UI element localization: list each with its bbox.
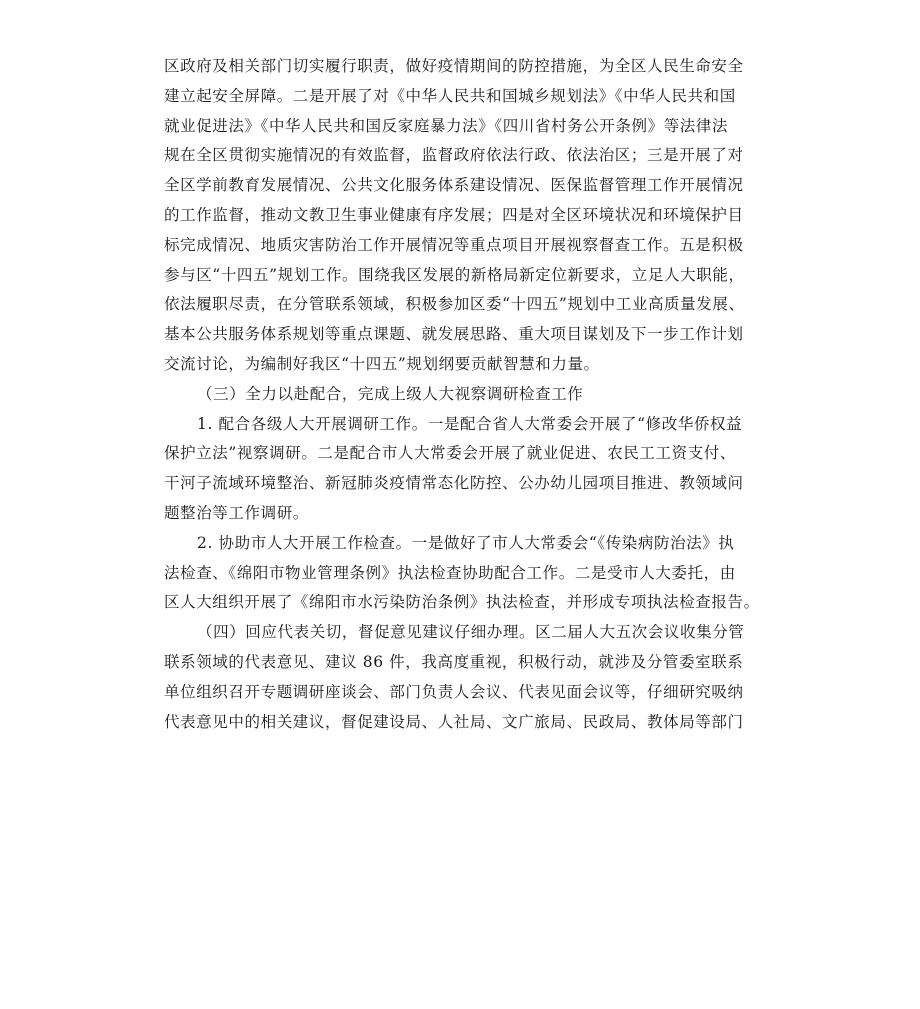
text-line: 法检查、《绵阳市物业管理条例》执法检查协助配合工作。二是受市人大委托，由 (164, 563, 736, 582)
document-body (164, 52, 764, 737)
text-line: 保护立法”视察调研。二是配合市人大常委会开展了就业促进、农民工工资支付、 (164, 444, 737, 463)
text-line: （三）全力以赴配合，完成上级人大视察调研检查工作 (197, 384, 584, 403)
text-line: 交流讨论，为编制好我区“十四五”规划纲要贡献智慧和力量。 (164, 354, 600, 373)
text-line: 代表意见中的相关建议，督促建设局、人社局、文广旅局、民政局、教体局等部门 (164, 712, 744, 731)
text-line: （四）回应代表关切，督促意见建议仔细办理。区二届人大五次会议收集分管 (197, 623, 745, 642)
text-line: 2. 协助市人大开展工作检查。一是做好了市人大常委会“《传染病防治法》执 (197, 533, 735, 552)
text-line: 规在全区贯彻实施情况的有效监督，监督政府依法行政、依法治区；三是开展了对 (164, 146, 744, 165)
text-line: 联系领域的代表意见、建议 86 件，我高度重视，积极行动，就涉及分管委室联系 (164, 652, 744, 671)
text-line: 参与区“十四五”规划工作。围绕我区发展的新格局新定位新要求，立足人大职能， (164, 265, 745, 284)
text-line: 单位组织召开专题调研座谈会、部门负责人会议、代表见面会议等，仔细研究吸纳 (164, 682, 744, 701)
text-line: 区人大组织开展了《绵阳市水污染防治条例》执法检查，并形成专项执法检查报告。 (164, 593, 760, 612)
text-line: 题整治等工作调研。 (164, 503, 309, 522)
text-line: 依法履职尽责，在分管联系领域，积极参加区委“十四五”规划中工业高质量发展、 (164, 295, 745, 314)
text-line: 就业促进法》《中华人民共和国反家庭暴力法》《四川省村务公开条例》等法律法 (164, 116, 729, 135)
text-line: 基本公共服务体系规划等重点课题、就发展思路、重大项目谋划及下一步工作计划 (164, 325, 744, 344)
text-line: 1. 配合各级人大开展调研工作。一是配合省人大常委会开展了“修改华侨权益 (197, 414, 743, 433)
text-line: 标完成情况、地质灾害防治工作开展情况等重点项目开展视察督查工作。五是积极 (164, 235, 744, 254)
text-line: 的工作监督，推动文教卫生事业健康有序发展；四是对全区环境状况和环境保护目 (164, 205, 744, 224)
text-line: 建立起安全屏障。二是开展了对《中华人民共和国城乡规划法》《中华人民共和国 (164, 86, 736, 105)
text-line: 区政府及相关部门切实履行职责，做好疫情期间的防控措施，为全区人民生命安全 (164, 57, 744, 75)
text-line: 全区学前教育发展情况、公共文化服务体系建设情况、医保监督管理工作开展情况 (164, 176, 744, 195)
text-line: 干河子流域环境整治、新冠肺炎疫情常态化防控、公办幼儿园项目推进、教领域问 (164, 474, 744, 493)
